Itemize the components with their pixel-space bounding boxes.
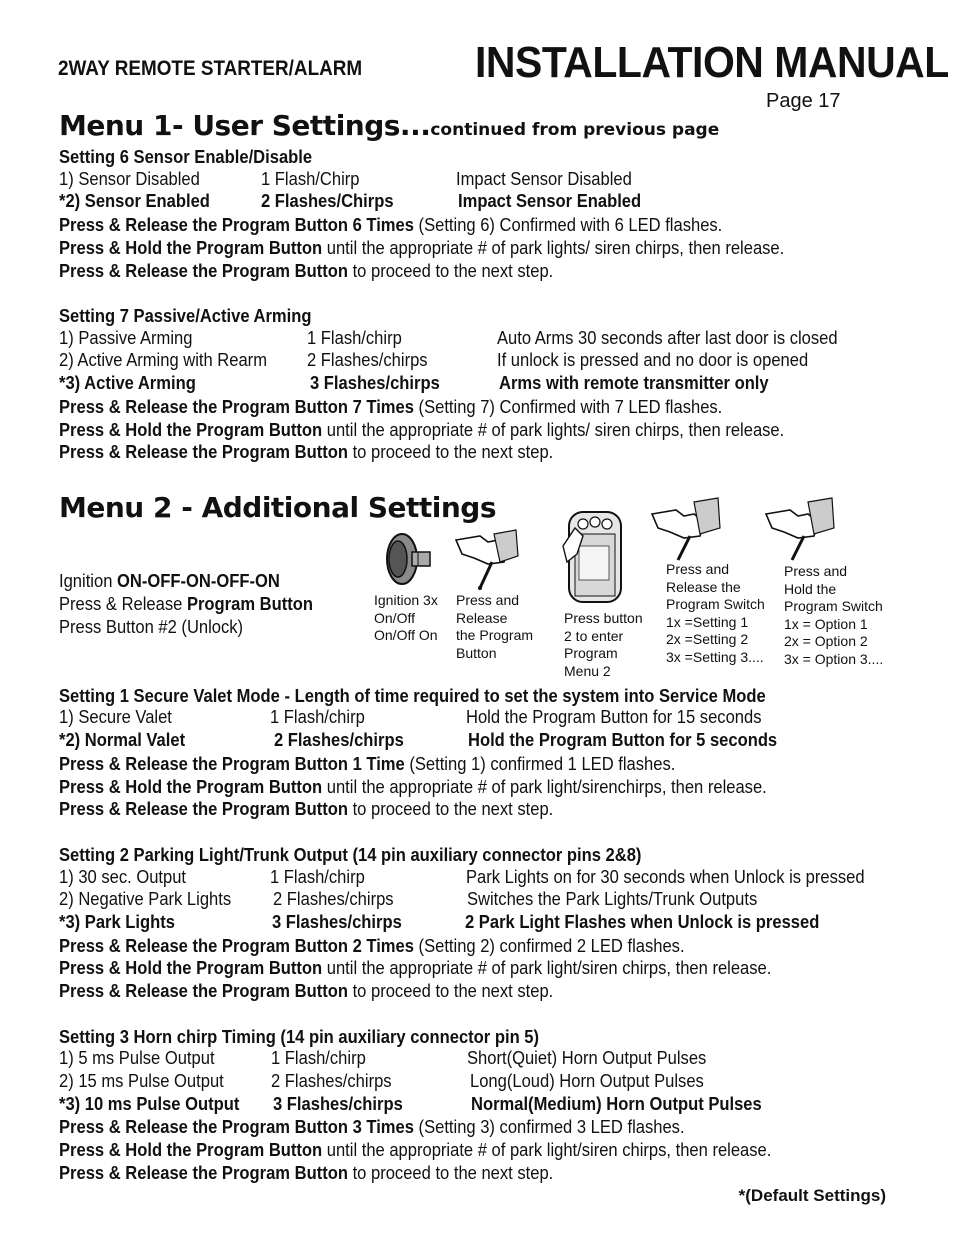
setting3-step1: Press & Release the Program Button 3 Times (Setting 3) confirmed 3 LED flashes. xyxy=(59,1117,685,1137)
setting1-step3: Press & Release the Program Button to proceed to the next step. xyxy=(59,799,554,819)
setting2-step2: Press & Hold the Program Button until the appropriate # of park light/siren chirps, then release. xyxy=(59,958,772,978)
setting3-opt3: *3) 10 ms Pulse Output xyxy=(59,1094,240,1114)
setting6-flash2: 2 Flashes/Chirps xyxy=(261,191,394,211)
caption-hold-switch: Press and Hold the Program Switch 1x = Option 1 2x = Option 2 3x = Option 3.... xyxy=(784,563,884,667)
setting1-step1: Press & Release the Program Button 1 Time (Setting 1) confirmed 1 LED flashes. xyxy=(59,754,676,774)
setting2-flash2: 2 Flashes/chirps xyxy=(273,889,394,909)
setting7-desc1: Auto Arms 30 seconds after last door is closed xyxy=(497,328,838,348)
setting6-desc1: Impact Sensor Disabled xyxy=(456,169,632,189)
setting2-desc3: 2 Park Light Flashes when Unlock is pressed xyxy=(465,912,820,932)
setting2-opt3: *3) Park Lights xyxy=(59,912,175,932)
setting3-opt2: 2) 15 ms Pulse Output xyxy=(59,1071,224,1091)
press-button-hand-icon xyxy=(452,528,522,590)
caption-release-switch: Press and Release the Program Switch 1x =Setting 1 2x =Setting 2 3x =Setting 3.... xyxy=(666,561,765,665)
setting7-opt2: 2) Active Arming with Rearm xyxy=(59,350,267,370)
setting1-opt2: *2) Normal Valet xyxy=(59,730,186,750)
menu2-heading: Menu 2 - Additional Settings xyxy=(59,491,496,524)
setting1-heading: Setting 1 Secure Valet Mode - Length of time required to set the system into Service Mode xyxy=(59,686,766,706)
setting1-step2: Press & Hold the Program Button until the appropriate # of park light/sirenchirps, then release. xyxy=(59,777,767,797)
hold-switch-hand-icon xyxy=(762,496,838,562)
setting3-step3: Press & Release the Program Button to proceed to the next step. xyxy=(59,1163,554,1183)
setting7-step3: Press & Release the Program Button to proceed to the next step. xyxy=(59,442,554,462)
menu2-intro-ignition: Ignition ON-OFF-ON-OFF-ON xyxy=(59,571,280,591)
setting1-flash1: 1 Flash/chirp xyxy=(270,707,365,727)
release-switch-hand-icon xyxy=(648,496,724,562)
setting7-opt1: 1) Passive Arming xyxy=(59,328,193,348)
caption-remote: Press button 2 to enter Program Menu 2 xyxy=(564,610,643,679)
setting3-flash2: 2 Flashes/chirps xyxy=(271,1071,392,1091)
setting2-opt1: 1) 30 sec. Output xyxy=(59,867,187,887)
setting3-opt1: 1) 5 ms Pulse Output xyxy=(59,1048,215,1068)
setting7-step2: Press & Hold the Program Button until the appropriate # of park lights/ siren chirps, then release. xyxy=(59,420,785,440)
setting3-desc3: Normal(Medium) Horn Output Pulses xyxy=(471,1094,762,1114)
remote-transmitter-icon xyxy=(561,506,627,604)
setting7-step1: Press & Release the Program Button 7 Times (Setting 7) Confirmed with 7 LED flashes. xyxy=(59,397,723,417)
setting2-step3: Press & Release the Program Button to proceed to the next step. xyxy=(59,981,554,1001)
setting3-desc1: Short(Quiet) Horn Output Pulses xyxy=(467,1048,707,1068)
caption-press-release: Press and Release the Program Button xyxy=(456,592,534,661)
page-number: Page 17 xyxy=(766,90,841,112)
setting7-desc2: If unlock is pressed and no door is opened xyxy=(497,350,809,370)
setting2-heading: Setting 2 Parking Light/Trunk Output (14 pin auxiliary connector pins 2&8) xyxy=(59,845,642,865)
setting3-flash1: 1 Flash/chirp xyxy=(271,1048,366,1068)
setting2-desc2: Switches the Park Lights/Trunk Outputs xyxy=(467,889,758,909)
setting7-flash2: 2 Flashes/chirps xyxy=(307,350,428,370)
setting3-flash3: 3 Flashes/chirps xyxy=(273,1094,403,1114)
menu1-continued: continued from previous page xyxy=(430,120,720,140)
header-subtitle: 2WAY REMOTE STARTER/ALARM xyxy=(58,57,363,80)
setting2-desc1: Park Lights on for 30 seconds when Unlock is pressed xyxy=(466,867,865,887)
setting3-step2: Press & Hold the Program Button until the appropriate # of park light/siren chirps, then release. xyxy=(59,1140,772,1160)
menu1-title: Menu 1- User Settings... xyxy=(59,109,431,142)
setting6-desc2: Impact Sensor Enabled xyxy=(458,191,642,211)
setting6-opt1: 1) Sensor Disabled xyxy=(59,169,200,189)
setting6-step1: Press & Release the Program Button 6 Times (Setting 6) Confirmed with 6 LED flashes. xyxy=(59,215,723,235)
setting1-desc2: Hold the Program Button for 5 seconds xyxy=(468,730,778,750)
setting2-step1: Press & Release the Program Button 2 Times (Setting 2) confirmed 2 LED flashes. xyxy=(59,936,685,956)
menu2-intro-press: Press & Release Program Button xyxy=(59,594,313,614)
setting1-desc1: Hold the Program Button for 15 seconds xyxy=(466,707,762,727)
page-title: INSTALLATION MANUAL xyxy=(475,38,949,87)
setting6-flash1: 1 Flash/Chirp xyxy=(261,169,360,189)
setting7-heading: Setting 7 Passive/Active Arming xyxy=(59,306,312,326)
setting6-step2: Press & Hold the Program Button until the appropriate # of park lights/ siren chirps, then release. xyxy=(59,238,785,258)
setting6-opt2: *2) Sensor Enabled xyxy=(59,191,210,211)
setting7-flash1: 1 Flash/chirp xyxy=(307,328,402,348)
setting2-opt2: 2) Negative Park Lights xyxy=(59,889,232,909)
setting6-heading: Setting 6 Sensor Enable/Disable xyxy=(59,147,313,167)
setting2-flash3: 3 Flashes/chirps xyxy=(272,912,402,932)
setting7-flash3: 3 Flashes/chirps xyxy=(310,373,440,393)
setting2-flash1: 1 Flash/chirp xyxy=(270,867,365,887)
setting3-heading: Setting 3 Horn chirp Timing (14 pin auxiliary connector pin 5) xyxy=(59,1027,540,1047)
caption-ignition: Ignition 3x On/Off On/Off On xyxy=(374,592,438,643)
setting1-opt1: 1) Secure Valet xyxy=(59,707,172,727)
menu1-heading xyxy=(59,109,719,142)
default-settings-note: *(Default Settings) xyxy=(738,1186,886,1205)
menu2-intro-unlock: Press Button #2 (Unlock) xyxy=(59,617,244,637)
setting3-desc2: Long(Loud) Horn Output Pulses xyxy=(470,1071,704,1091)
setting7-opt3: *3) Active Arming xyxy=(59,373,196,393)
setting7-desc3: Arms with remote transmitter only xyxy=(499,373,769,393)
setting6-step3: Press & Release the Program Button to proceed to the next step. xyxy=(59,261,554,281)
ignition-key-icon xyxy=(384,528,434,590)
setting1-flash2: 2 Flashes/chirps xyxy=(274,730,404,750)
